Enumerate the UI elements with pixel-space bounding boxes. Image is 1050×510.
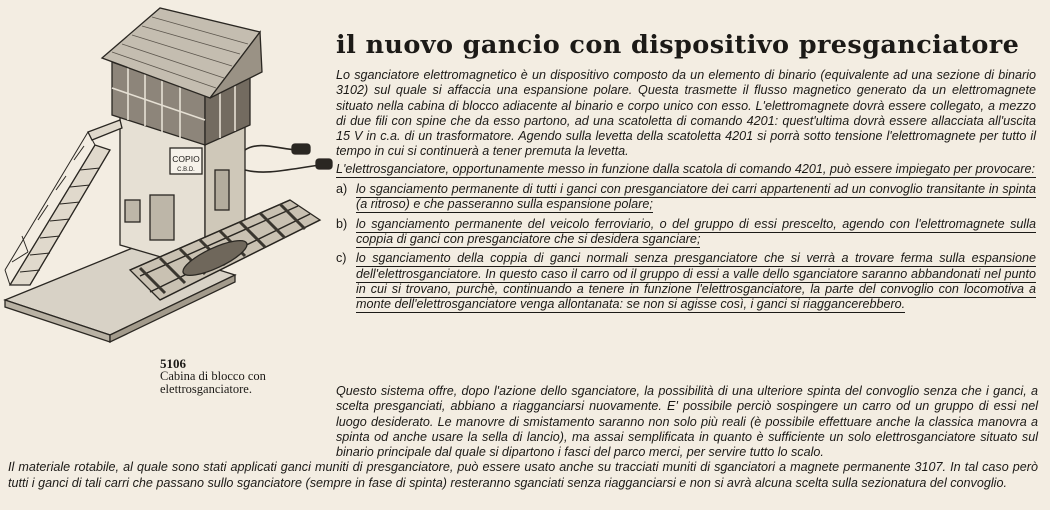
bottom-text bbox=[8, 384, 1038, 491]
page-title: il nuovo gancio con dispositivo presganciatore bbox=[336, 30, 1020, 60]
list-item-text: lo sganciamento permanente di tutti i ganci con presganciatore dei carri appartenenti ad un convoglio transitante in spinta (a ritroso) e che passeranno sulla espansione polare; bbox=[356, 182, 1036, 212]
figure-caption-text: Cabina di blocco con elettrosganciatore. bbox=[160, 369, 266, 396]
intro-paragraph: Lo sganciatore elettromagnetico è un dispositivo composto da un elemento di binario (equivalente ad una sezione di binario 3102) sul quale si affaccia una espansione polare. Questa trasmette il flusso magnetico generato da un elettromagnete situato nella cabina di blocco adiacente al binario e corpo unico con esso. L'elettromagnete dovrà essere collegato, a mezzo di due fili con spine che da esso partono, ad una scatoletta di comando 4201: quest'ultima dovrà essere allacciata all'uscita 15 V in c.a. di un trasformatore. Agendo sulla levetta della scatoletta 4201 si porrà sotto tensione l'elettromagnete per tutto il tempo in cui si continuerà a tener premuta la levetta. bbox=[336, 68, 1036, 159]
list-item-letter: b) bbox=[336, 216, 348, 231]
material-paragraph: Il materiale rotabile, al quale sono stati applicati ganci muniti di presganciatore, può essere usato anche su tracciati muniti di sganciatori a magnete permanente 3107. In tal caso però tutti i ganci di tali carri che passano sullo sganciatore (sempre in fase di spinta) resteranno sganciati senza riagganciarsi e non si avrà alcuna scelta sulla sezionatura del convoglio. bbox=[8, 460, 1038, 490]
list-item-letter: a) bbox=[336, 182, 348, 197]
main-column bbox=[336, 68, 1036, 312]
lead-paragraph: L'elettrosganciatore, opportunamente messo in funzione dalla scatola di comando 4201, può essere impiegato per provocare: bbox=[336, 162, 1036, 178]
list-item-text: lo sganciamento permanente del veicolo ferroviario, o del gruppo di essi prescelto, agendo con l'elettromagnete sulla coppia di ganci con presganciatore che si desidera sganciare; bbox=[356, 216, 1036, 246]
list-item-text: lo sganciamento della coppia di ganci normali senza presganciatore che si verrà a trovare ferma sulla espansione dell'elettrosganciatore. In questo caso il carro od il gruppo di essi a valle dello sganciatore saranno abbandonati nel punto in cui si trovano, purchè, continuando a tenere in funzione l'elettrosganciatore, la parte del convoglio con locomotiva a monte dell'elettrosganciatore venga allontanata: se non si agisse così, i ganci si riaggancerebbero. bbox=[356, 251, 1036, 312]
signal-cabin-illustration bbox=[0, 0, 335, 350]
list-item-letter: c) bbox=[336, 251, 347, 266]
list-item-c bbox=[336, 251, 1036, 312]
figure-number: 5106 bbox=[160, 356, 186, 371]
cabin-sign-line2: C.B.D. bbox=[177, 167, 195, 173]
list-item-a bbox=[336, 182, 1036, 213]
cabin-sign-line1: COPIO bbox=[172, 154, 200, 164]
system-paragraph: Questo sistema offre, dopo l'azione dello sganciatore, la possibilità di una ulteriore spinta del convoglio senza che i ganci, a scelta presganciati, abbiano a riagganciarsi nuovamente. E' possibile perciò sospingere un carro od un gruppo di essi nel luogo desiderato. Le manovre di smistamento saranno non solo più reali (è possibile effettuare anche la classica manovra a spinta od anche usare la sella di lancio), ma assai semplificata in quanto è sufficiente un solo elettrosganciatore situato sul binario principale dal quale si dipartono i fasci del parco merci, per servire tutto lo scalo. bbox=[336, 384, 1038, 460]
list-item-b bbox=[336, 217, 1036, 248]
